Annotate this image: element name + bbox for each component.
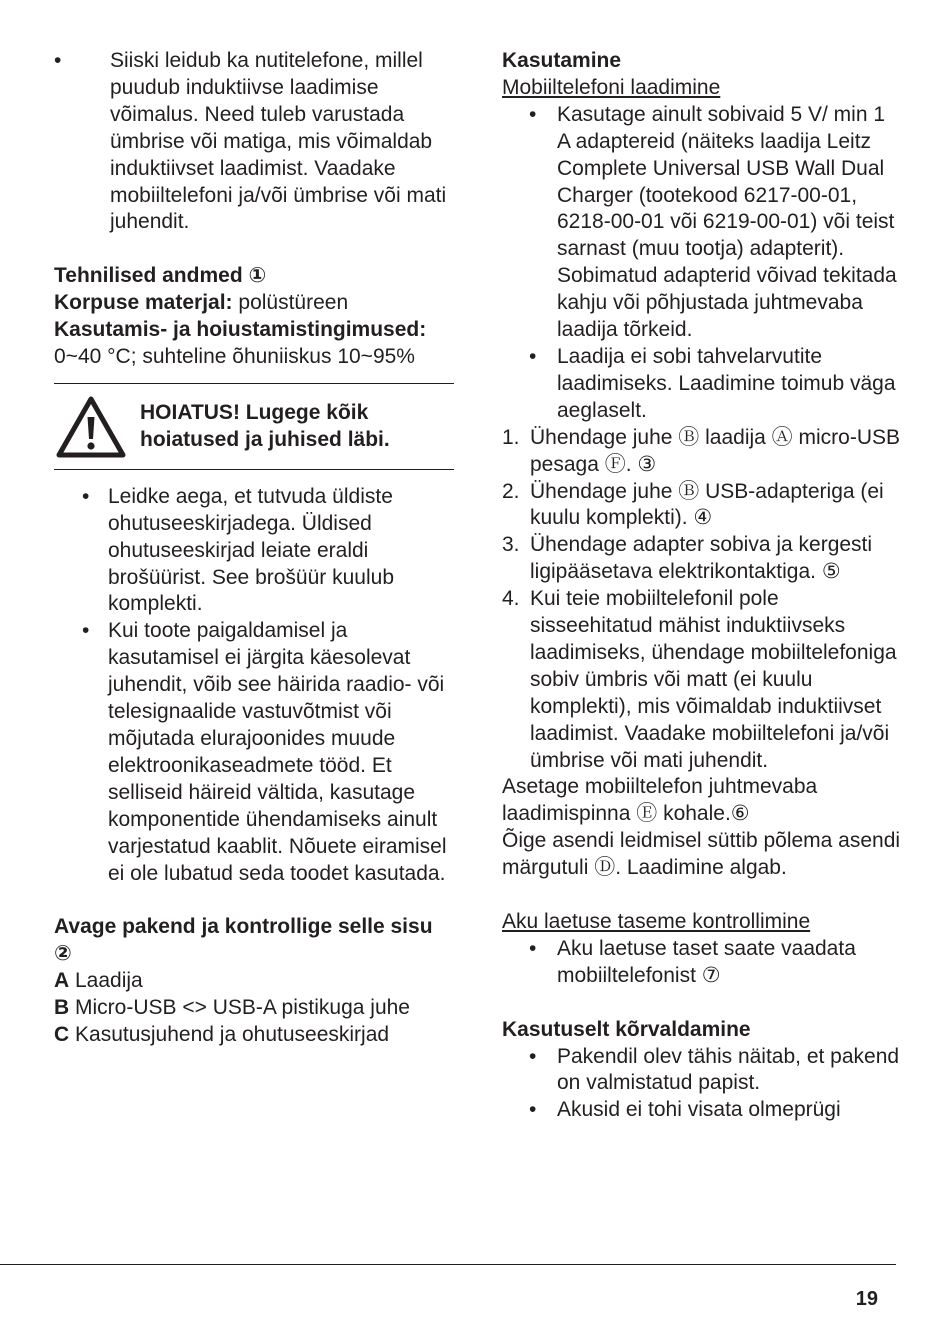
step-item (502, 479, 902, 533)
list-item: • Kasutage ainult sobivaid 5 V/ min 1 A adaptereid (näiteks laadija Leitz Complete Universal USB Wall Dual Charger (tootekood 6217-00-01, 6218-00-01 või 6219-00-01) või teist sarnast (muu tootja) adapterit). Sobimatud adapterid võivad tekitada kahju või põhjustada juhtmevaba laadija tõrkeid. (502, 102, 902, 344)
place-phone-text: Asetage mobiiltelefon juhtmevaba laadimispinna Ⓔ kohale.⑥ (502, 775, 818, 826)
step-item (502, 532, 902, 586)
battery-subtitle: Aku laetuse taseme kontrollimine (502, 909, 811, 933)
position-indicator-text: Õige asendi leidmisel süttib põlema asendi märgutuli Ⓓ. Laadimine algab. (502, 829, 901, 880)
housing-material-label: Korpuse materjal: (54, 291, 233, 315)
list-item: • Leidke aega, et tutvuda üldiste ohutuseeskirjadega. Üldised ohutuseeskirjad leiate eraldi brošüürist. See brošüür kuulub komplekti. (54, 484, 454, 619)
disposal-bullet-list (502, 1044, 902, 1125)
step-item (502, 425, 902, 479)
step-number: 1. (502, 425, 520, 449)
package-item-key: B (54, 996, 70, 1020)
package-item (54, 995, 454, 1022)
battery-bullet-list (502, 936, 902, 990)
steps-list (502, 425, 902, 775)
step-number: 2. (502, 479, 520, 503)
step-text: Ühendage juhe Ⓑ laadija Ⓐ micro-USB pesaga Ⓕ. ③ (530, 425, 901, 476)
package-contents-section (54, 914, 454, 1049)
warning-triangle-icon (56, 396, 126, 458)
package-contents-title: Avage pakend ja kontrollige selle sisu ② (54, 915, 433, 966)
list-item: • Kui toote paigaldamisel ja kasutamisel ei järgita käesolevat juhendit, võib see häirida raadio- või telesignaalide vastuvõtmist või mõjutada elurajoonides muude elektroonikaseadmete tööd. Et selliseid häireid vältida, kasutage komponentide ühendamiseks ainult varjestatud kaablit. Nõuete eiramisel ei ole lubatud seda toodet kasutada. (54, 618, 454, 887)
list-item: • Laadija ei sobi tahvelarvutite laadimiseks. Laadimine toimub väga aeglaselt. (502, 344, 902, 425)
step-item (502, 586, 902, 774)
right-column (502, 48, 902, 1124)
package-item-text: Micro-USB <> USB-A pistikuga juhe (69, 996, 410, 1020)
intro-bullet-list (54, 48, 454, 236)
conditions-line (54, 317, 454, 371)
left-column (54, 48, 454, 1049)
step-text: Ühendage adapter sobiva ja kergesti ligipääsetava elektrikontaktiga. ⑤ (530, 533, 873, 584)
conditions-value: 0~40 °C; suhteline õhuniiskus 10~95% (54, 344, 415, 368)
list-item: • Siiski leidub ka nutitelefone, millel puudub induktiivse laadimise võimalus. Need tuleb varustada ümbrise või matiga, mis võimaldab induktiivset laadimist. Vaadake mobiiltelefoni ja/või ümbrise või mati juhendit. (54, 48, 454, 236)
charging-bullet-list (502, 102, 902, 425)
step-text: Kui teie mobiiltelefonil pole sisseehitatud mähist induktiivseks laadimiseks, ühendage mobiiltelefoniga sobiv ümbris või matt (ei kuulu komplekti), mis võimaldab induktiivset laadimist. Vaadake mobiiltelefoni ja/või ümbrise või mati juhendit. (530, 587, 897, 772)
warning-text: HOIATUS! Lugege kõik hoiatused ja juhised läbi. (140, 400, 390, 451)
safety-bullet-list (54, 484, 454, 888)
disposal-title: Kasutuselt kõrvaldamine (502, 1017, 751, 1041)
step-number: 4. (502, 587, 520, 611)
package-item (54, 1022, 454, 1049)
package-item-text: Laadija (69, 969, 143, 993)
package-item-text: Kasutusjuhend ja ohutuseeskirjad (69, 1022, 390, 1046)
housing-material-value: polüstüreen (232, 291, 349, 315)
package-item (54, 968, 454, 995)
page-number: 19 (855, 1288, 878, 1310)
technical-data-section (54, 263, 454, 371)
footer-divider (0, 1264, 896, 1265)
conditions-label: Kasutamis- ja hoiustamistingimused: (54, 318, 427, 342)
step-text: Ühendage juhe Ⓑ USB-adapteriga (ei kuulu komplekti). ④ (530, 479, 884, 530)
warning-box (54, 383, 454, 470)
list-item: • Aku laetuse taset saate vaadata mobiiltelefonist ⑦ (502, 936, 902, 990)
step-number: 3. (502, 533, 520, 557)
technical-data-title: Tehnilised andmed ① (54, 264, 267, 288)
list-item: • Akusid ei tohi visata olmeprügi (502, 1097, 902, 1124)
package-item-key: A (54, 969, 70, 993)
housing-material-line (54, 290, 454, 317)
charging-subtitle: Mobiiltelefoni laadimine (502, 75, 721, 99)
package-item-key: C (54, 1022, 70, 1046)
usage-title: Kasutamine (502, 49, 622, 72)
list-item: • Pakendil olev tähis näitab, et pakend on valmistatud papist. (502, 1044, 902, 1098)
